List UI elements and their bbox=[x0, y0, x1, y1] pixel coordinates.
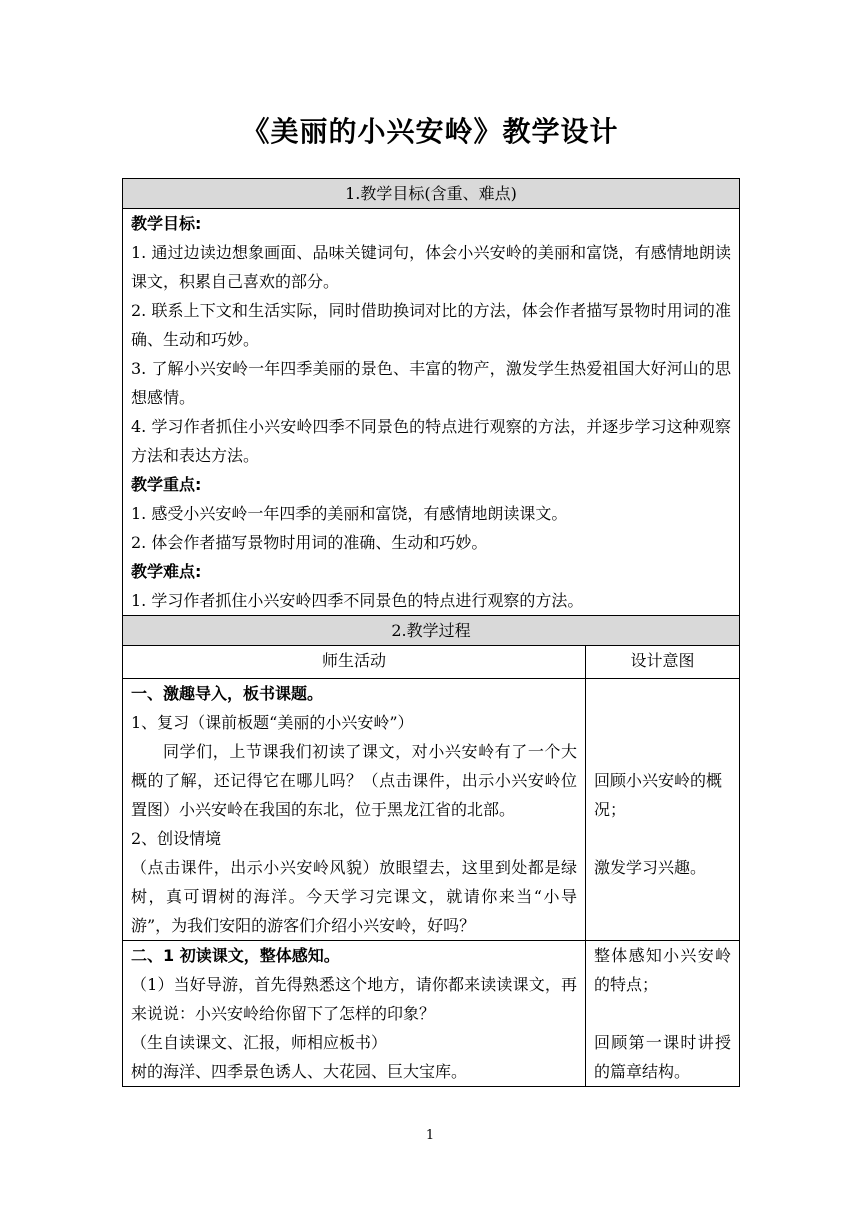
step1-sub1: 1、复习（课前板题“美丽的小兴安岭”） bbox=[131, 713, 414, 732]
step1-activity bbox=[123, 679, 586, 941]
section2-header-row bbox=[123, 616, 740, 646]
goal-item: 1. 通过边读边想象画面、品味关键词句，体会小兴安岭的美丽和富饶，有感情地朗读课文，积累自己喜欢的部分。 bbox=[131, 243, 732, 291]
goal-item: 2. 联系上下文和生活实际，同时借助换词对比的方法，体会作者描写景物时用词的准确、生动和巧妙。 bbox=[131, 301, 732, 349]
step1-intent-1: 回顾小兴安岭的概况； bbox=[594, 771, 723, 819]
step2-para2: （生自读课文、汇报，师相应板书） bbox=[131, 1033, 388, 1052]
step1-sub2: 2、创设情境 bbox=[131, 829, 222, 848]
step2-intent-2: 回顾第一课时讲授的篇章结构。 bbox=[594, 1033, 732, 1081]
step2-intent-1: 整体感知小兴安岭的特点； bbox=[594, 946, 732, 994]
step1-para2: （点击课件，出示小兴安岭风貌）放眼望去，这里到处都是绿树，真可谓树的海洋。今天学习完课文，就请你来当“小导游”，为我们安阳的游客们介绍小兴安岭，好吗？ bbox=[131, 858, 577, 935]
step1-intent-2: 激发学习兴趣。 bbox=[594, 858, 707, 877]
page-number: 1 bbox=[425, 1128, 435, 1143]
document-title: 《美丽的小兴安岭》教学设计 bbox=[241, 115, 619, 148]
step2-activity bbox=[123, 941, 586, 1087]
lesson-plan-table bbox=[122, 178, 740, 1087]
step2-row bbox=[123, 941, 740, 1087]
section1-body bbox=[123, 209, 740, 616]
step1-heading: 一、激趣导入，板书课题。 bbox=[131, 684, 324, 703]
step2-para1: （1）当好导游，首先得熟悉这个地方，请你都来读读课文，再来说说：小兴安岭给你留下了怎样的印象？ bbox=[131, 975, 577, 1023]
goal-item: 4. 学习作者抓住小兴安岭四季不同景色的特点进行观察的方法，并逐步学习这种观察方法和表达方法。 bbox=[131, 417, 732, 465]
step1-intent bbox=[586, 679, 740, 941]
section1-body-row bbox=[123, 209, 740, 616]
difficulties-label: 教学难点: bbox=[131, 562, 202, 581]
difficulty-item: 1. 学习作者抓住小兴安岭四季不同景色的特点进行观察的方法。 bbox=[131, 591, 584, 610]
step2-para3: 树的海洋、四季景色诱人、大花园、巨大宝库。 bbox=[131, 1062, 468, 1081]
step2-intent bbox=[586, 941, 740, 1087]
section1-header-row bbox=[123, 179, 740, 209]
goals-label: 教学目标: bbox=[131, 214, 202, 233]
section2-header: 2.教学过程 bbox=[123, 616, 740, 646]
intent-column-header: 设计意图 bbox=[586, 646, 740, 679]
step2-heading: 二、1 初读课文，整体感知。 bbox=[131, 946, 340, 965]
section1-header: 1.教学目标(含重、难点) bbox=[123, 179, 740, 209]
step1-row bbox=[123, 679, 740, 941]
step1-para1: 同学们，上节课我们初读了课文，对小兴安岭有了一个大概的了解，还记得它在哪儿吗？（点击课件，出示小兴安岭位置图）小兴安岭在我国的东北，位于黑龙江省的北部。 bbox=[131, 742, 577, 819]
goal-item: 3. 了解小兴安岭一年四季美丽的景色、丰富的物产，激发学生热爱祖国大好河山的思想感情。 bbox=[131, 359, 732, 407]
key-point-item: 1. 感受小兴安岭一年四季的美丽和富饶，有感情地朗读课文。 bbox=[131, 504, 568, 523]
column-header-row bbox=[123, 646, 740, 679]
activity-column-header: 师生活动 bbox=[123, 646, 586, 679]
key-point-item: 2. 体会作者描写景物时用词的准确、生动和巧妙。 bbox=[131, 533, 488, 552]
key-points-label: 教学重点: bbox=[131, 475, 202, 494]
